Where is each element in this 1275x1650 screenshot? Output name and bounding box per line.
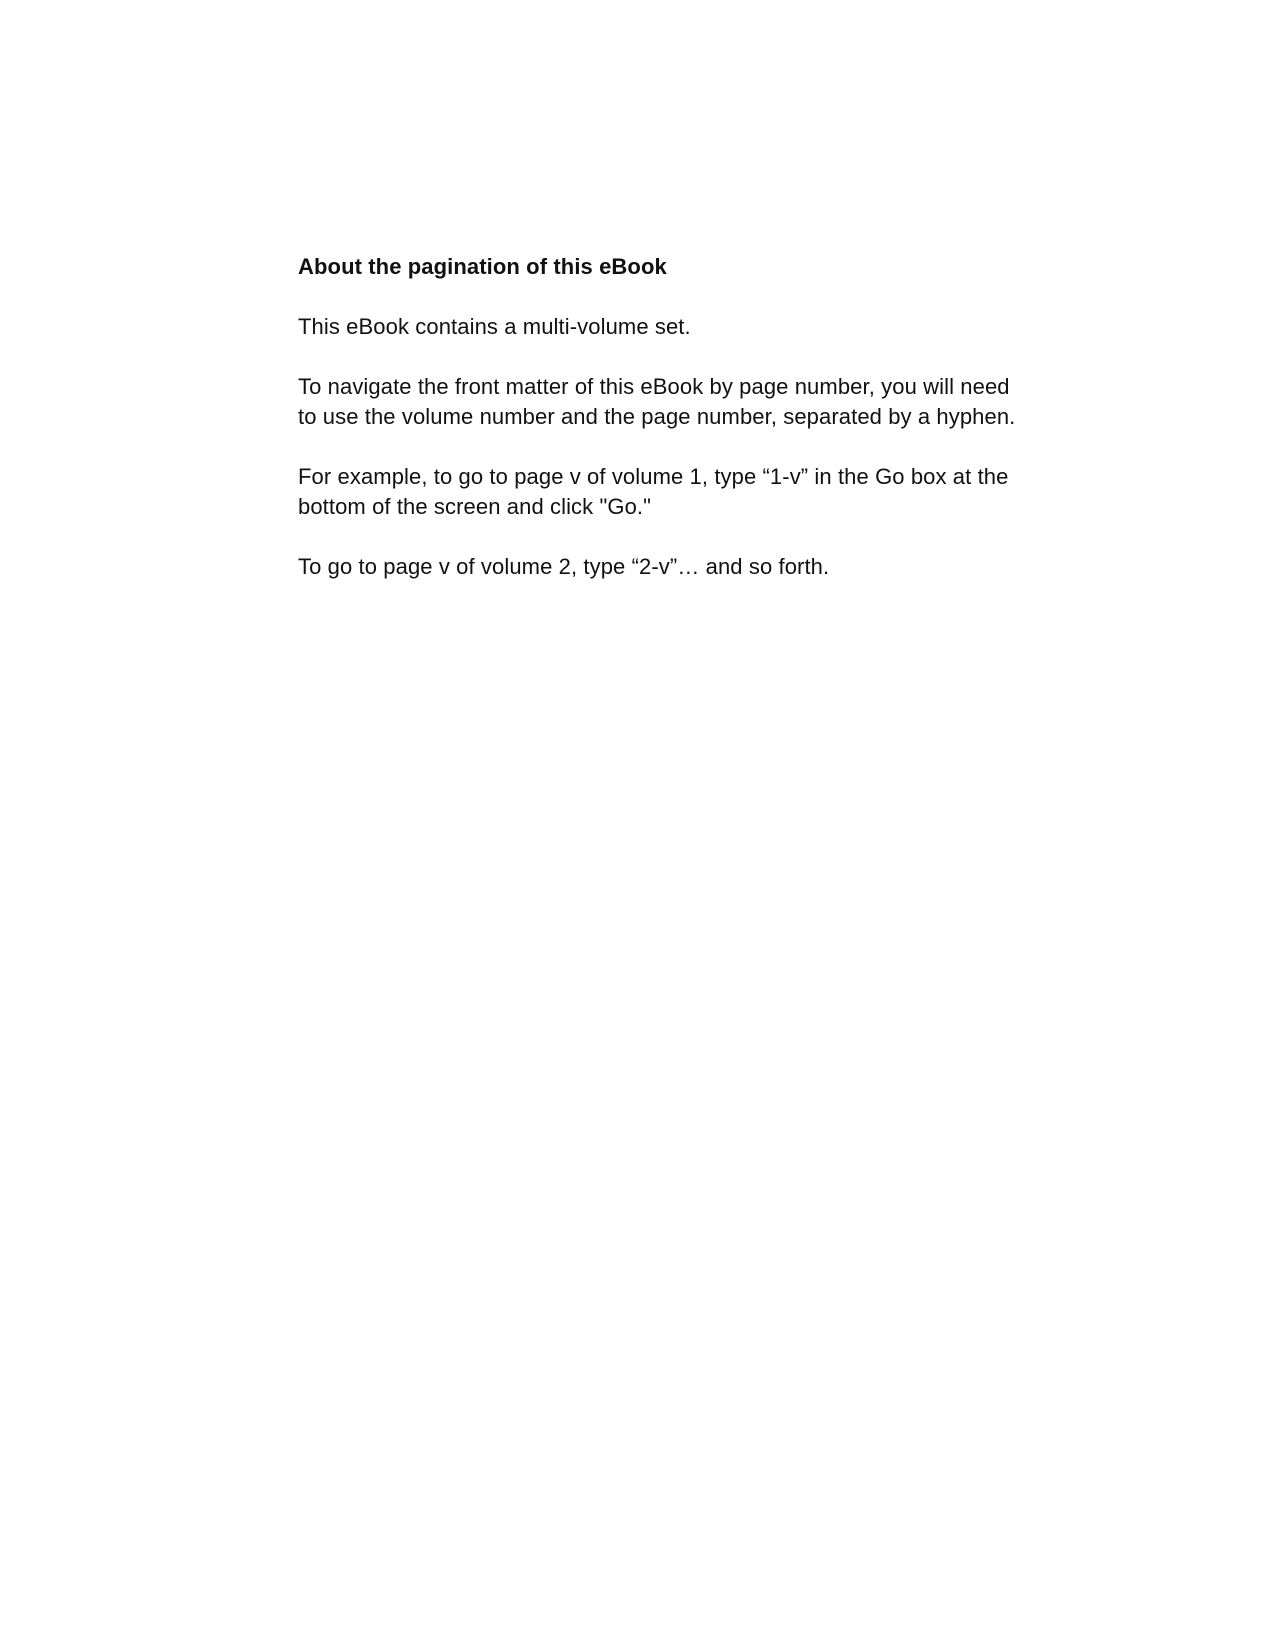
document-body: [298, 252, 1018, 582]
paragraph-navigation: To navigate the front matter of this eBook by page number, you will need to use the volume number and the page number, separated by a hyphen.: [298, 374, 1016, 429]
document-heading: About the pagination of this eBook: [298, 254, 667, 279]
paragraph-multi-volume: This eBook contains a multi-volume set.: [298, 314, 691, 339]
paragraph-example-volume-1: For example, to go to page v of volume 1, type “1-v” in the Go box at the bottom of the screen and click "Go.": [298, 464, 1009, 519]
paragraph-example-volume-2: To go to page v of volume 2, type “2-v”… and so forth.: [298, 554, 830, 579]
